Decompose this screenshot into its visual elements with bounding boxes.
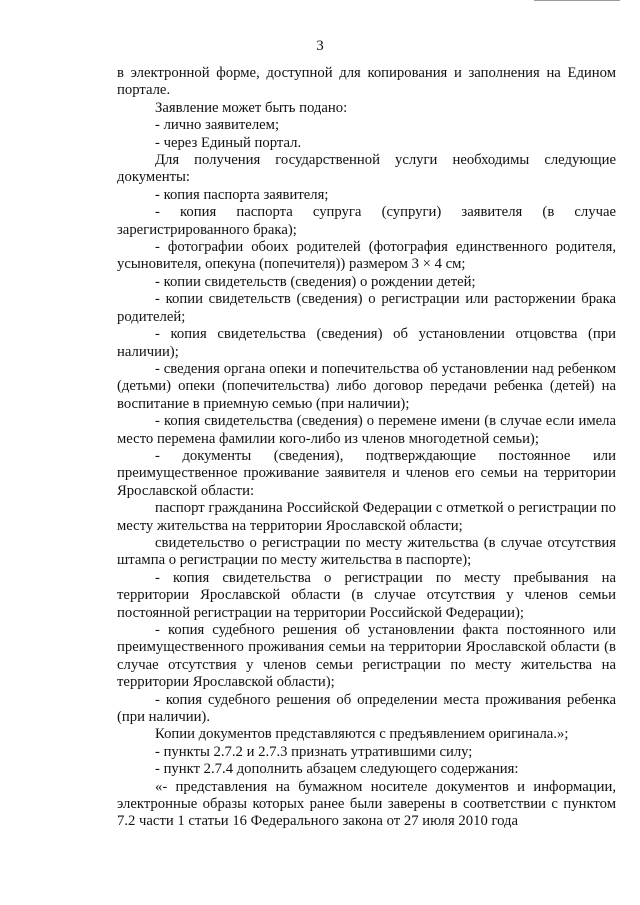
list-item-name-change: - копия свидетельства (сведения) о перемене имени (в случае если имела место перемена фамилии кого-либо из членов многодетной семьи);: [117, 413, 616, 447]
paragraph-continuation: в электронной форме, доступной для копирования и заполнения на Едином портале.: [117, 65, 616, 99]
paragraph-originals: Копии документов представляются с предъявлением оригинала.»;: [155, 726, 569, 743]
list-item-residence-documents: - документы (сведения), подтверждающие постоянное или преимущественное проживание заявителя и членов его семьи на территории Ярославской области:: [117, 447, 616, 499]
list-item-guardianship: - сведения органа опеки и попечительства об установлении над ребенком (детьми) опеки (попечительства) либо договор передачи ребенка (детей) на воспитание в приемную семью (при наличии);: [117, 360, 616, 412]
list-item-stay-registration: - копия свидетельства о регистрации по месту пребывания на территории Ярославской области (в случае отсутствия у членов семьи постоянной регистрации на территории Российской Федерации);: [117, 569, 616, 621]
list-item-court-decision-child: - копия судебного решения об определении места проживания ребенка (при наличии).: [117, 691, 616, 726]
list-item-in-person: - лично заявителем;: [155, 117, 280, 134]
list-item-portal: - через Единый портал.: [155, 134, 302, 151]
list-item-paternity-certificate: - копия свидетельства (сведения) об установлении отцовства (при наличии);: [117, 326, 616, 360]
list-item-amended-clause: - пункт 2.7.4 дополнить абзацем следующего содержания:: [155, 761, 519, 778]
paragraph-required-documents: Для получения государственной услуги необходимы следующие документы:: [117, 152, 616, 186]
document-body: [117, 65, 616, 831]
list-item-registration-certificate: свидетельство о регистрации по месту жительства (в случае отсутствия штампа о регистрации по месту жительства в паспорте);: [117, 534, 616, 569]
page-number: 3: [316, 38, 324, 54]
list-item-citizen-passport: паспорт гражданина Российской Федерации с отметкой о регистрации по месту жительства на территории Ярославской области;: [117, 500, 616, 534]
list-item-repealed-clauses: - пункты 2.7.2 и 2.7.3 признать утратившими силу;: [155, 743, 473, 760]
list-item-marriage-certificates: - копии свидетельств (сведения) о регистрации или расторжении брака родителей;: [117, 291, 616, 325]
list-item-photographs: - фотографии обоих родителей (фотография единственного родителя, усыновителя, опекуна (попечителя)) размером 3 × 4 см;: [117, 239, 616, 273]
paragraph-submission-intro: Заявление может быть подано:: [155, 99, 348, 116]
list-item-court-decision-residence: - копия судебного решения об установлении факта постоянного или преимущественного проживания семьи на территории Ярославской области (в случае отсутствия у членов семьи регистрации по месту жительства на территории Ярославской области);: [117, 622, 616, 691]
list-item-spouse-passport: - копия паспорта супруга (супруги) заявителя (в случае зарегистрированного брака);: [117, 204, 616, 238]
list-item-applicant-passport: - копия паспорта заявителя;: [155, 186, 329, 203]
top-edge-rule: [534, 0, 620, 1]
paragraph-quoted-addition: «- представления на бумажном носителе документов и информации, электронные образы которых ранее были заверены в соответствии с пунктом 7.2 части 1 статьи 16 Федерального закона от 27 июля 2010 года: [117, 778, 616, 830]
list-item-birth-certificates: - копии свидетельств (сведения) о рождении детей;: [155, 273, 476, 290]
